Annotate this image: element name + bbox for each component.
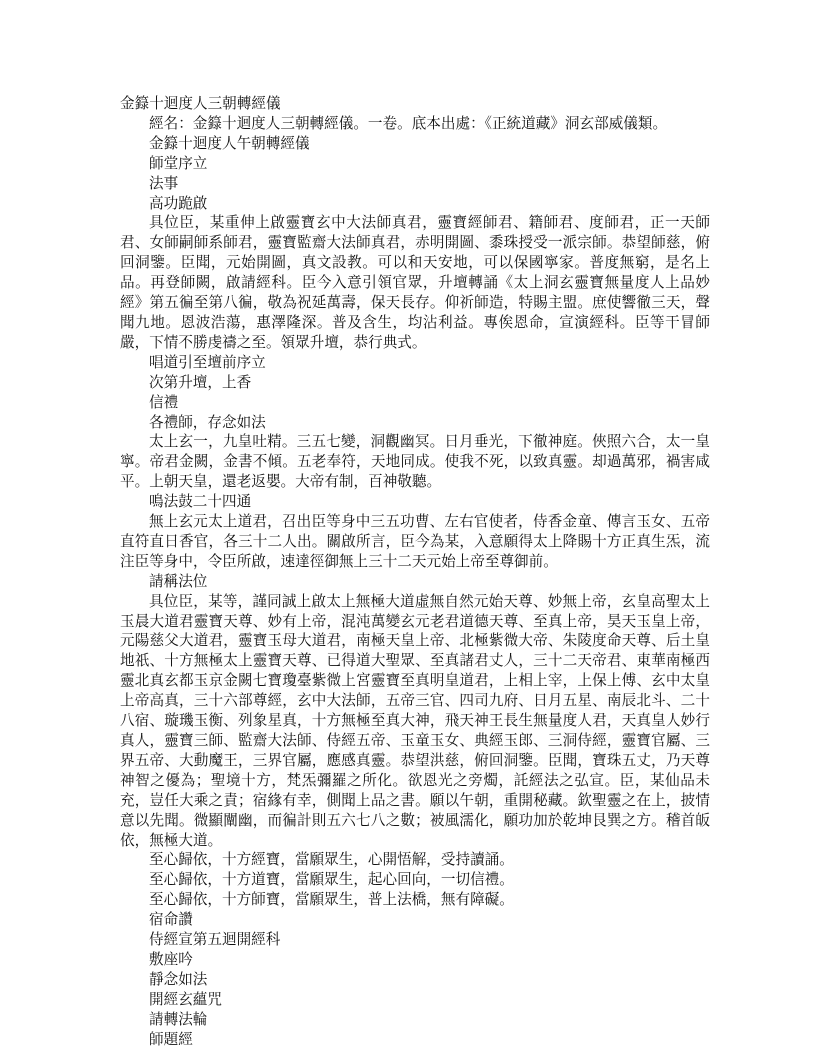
rubric: 唱道引至壇前序立 [149, 353, 266, 371]
document-page [120, 94, 710, 1050]
rubric: 師題經 [149, 1030, 193, 1048]
rubric: 師堂序立 [149, 154, 208, 172]
rubric: 各禮師，存念如法 [149, 413, 266, 431]
refuge-verse: 至心歸依，十方經寶，當願眾生，心開悟解，受持讀誦。 [149, 851, 514, 869]
rubric: 次第升壇，上香 [149, 373, 252, 391]
source-note: 經名：金籙十迴度人三朝轉經儀。一卷。底本出處：《正統道藏》洞玄部威儀類。 [149, 114, 668, 132]
section-heading: 金籙十迴度人午朝轉經儀 [149, 134, 310, 152]
rubric: 法事 [149, 174, 179, 192]
rubric: 敷座吟 [149, 950, 193, 968]
rubric: 鳴法鼓二十四通 [149, 493, 252, 511]
rubric: 開經玄蘊咒 [149, 990, 222, 1008]
liturgy-paragraph: 具位臣，某重伸上啟靈寶玄中大法師真君，靈寶經師君、籍師君、度師君，正一天師君、女師嗣師系師君，靈寶監齋大法師真君，赤明開圖、黍珠授受一派宗師。恭望師慈，俯回洞鑒。臣聞，元始開圖，真文設教。可以和天安地，可以保國寧家。普度無窮，是名上品。再登師闕，啟請經科。臣今入意引領官眾，升壇轉誦《太上洞玄靈寶無量度人上品妙經》第五徧至第八徧，敬為祝延萬壽，保天長存。仰祈師造，特賜主盟。庶使響徹三天，聲聞九地。恩波浩蕩，惠澤隆深。普及含生，均沾利益。專俟恩命，宣演經科。臣等干冒師嚴，下情不勝虔禱之至。領眾升壇，恭行典式。 [120, 214, 710, 351]
document-title: 金籙十迴度人三朝轉經儀 [120, 95, 281, 112]
rubric: 請轉法輪 [149, 1010, 208, 1028]
invocation-paragraph: 無上玄元太上道君，召出臣等身中三五功曹、左右官使者，侍香金童、傳言玉女、五帝直符直日香官，各三十二人出。關啟所言，臣今為某，入意願得太上降賜十方正真生炁，流注臣等身中，令臣所啟，速達徑御無上三十二天元始上帝至尊御前。 [120, 513, 710, 570]
incantation-paragraph: 太上玄一，九皇吐精。三五七變，洞觀幽冥。日月垂光，下徹神庭。俠照六合，太一皇寧。帝君金闕，金書不傾。五老奉符，天地同成。使我不死，以致真靈。却過萬邪，禍害咸平。上朝天皇，還老返嬰。大帝有制，百神敬聽。 [120, 433, 710, 491]
refuge-verse: 至心歸依，十方師寶，當願眾生，普上法橋，無有障礙。 [149, 891, 514, 909]
rubric: 請稱法位 [149, 572, 208, 590]
refuge-verse: 至心歸依，十方道寶，當願眾生，起心回向，一切信禮。 [149, 871, 514, 889]
rubric: 信禮 [149, 393, 179, 411]
rubric: 侍經宣第五迴開經科 [149, 931, 281, 949]
invocation-paragraph: 具位臣，某等，謹同誠上啟太上無極大道虛無自然元始天尊、妙無上帝，玄皇高聖太上玉晨大道君靈寶天尊、妙有上帝，混沌萬變玄元老君道德天尊、至真上帝，昊天玉皇上帝，元陽慈父大道君，靈寶玉母大道君，南極天皇上帝、北極紫微大帝、朱陵度命天尊、后土皇地祇、十方無極太上靈寶天尊、已得道大聖眾、至真諸君丈人，三十二天帝君、東華南極西靈北真玄都玉京金闕七寶瓊臺紫微上宮靈寶至真明皇道君，上相上宰，上保上傅、玄中太皇上帝高真，三十六部尊經，玄中大法師，五帝三官、四司九府、日月五星、南辰北斗、二十八宿、璇璣玉衡、列象星真，十方無極至真大神，飛天神王長生無量度人君，天真皇人妙行真人，靈寶三師、監齋大法師、侍經五帝、玉童玉女、典經玉郎、三洞侍經，靈寶官屬、三界五帝、大動魔王，三界官屬，應感真靈。恭望洪慈，俯回洞鑒。臣聞，寶珠五丈，乃天尊神智之優為；聖境十方，梵炁彌羅之所化。欲恩光之旁燭，託經法之弘宣。臣，某仙品未充，豈任大乘之責；宿緣有幸，側聞上品之書。願以午朝，重開秘藏。欽聖靈之在上，披情意以先聞。微顯闡幽，而徧計則五六七八之數；被風濡化，願功加於乾坤艮巽之方。稽首皈依，無極大道。 [120, 592, 710, 849]
rubric: 高功跪啟 [149, 194, 208, 212]
rubric: 靜念如法 [149, 970, 208, 988]
rubric: 宿命讚 [149, 911, 193, 929]
